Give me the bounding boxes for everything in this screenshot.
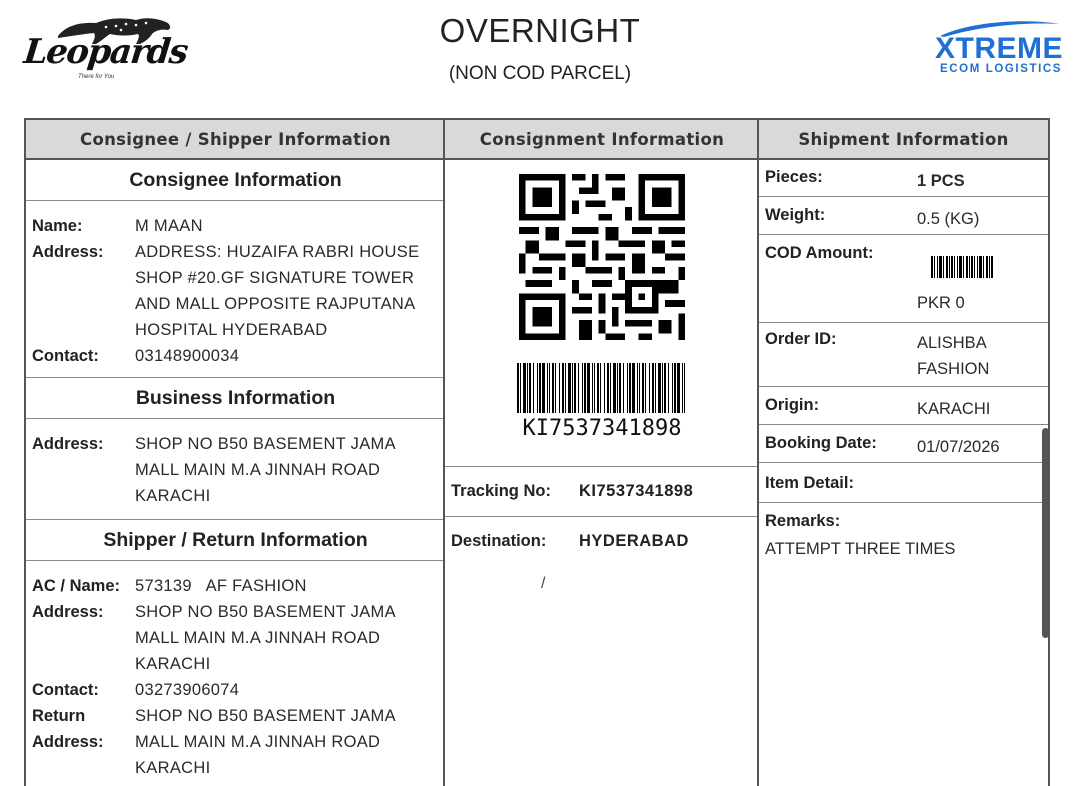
- return-address-label: Return Address:: [32, 707, 104, 751]
- booking-value: 01/07/2026: [917, 438, 1000, 456]
- item-label: Item Detail:: [765, 474, 854, 492]
- pieces-value: 1 PCS: [917, 172, 965, 190]
- business-address: SHOP NO B50 BASEMENT JAMA MALL MAIN M.A JINNAH ROAD KARACHI: [135, 435, 396, 505]
- origin-value: KARACHI: [917, 400, 991, 418]
- shipper-heading: Shipper / Return Information: [103, 528, 368, 551]
- xtreme-wordmark: XTREME: [935, 32, 1064, 65]
- tracking-label: Tracking No:: [451, 482, 551, 500]
- shipper-contact: 03273906074: [135, 681, 240, 699]
- leopards-wordmark: Leopards: [21, 32, 189, 72]
- name-label: Name:: [32, 217, 83, 235]
- xtreme-logo: [930, 18, 1080, 88]
- cod-barcode: [931, 256, 993, 278]
- column-header-consignment: Consignment Information: [445, 118, 759, 160]
- xtreme-subtitle: ECOM LOGISTICS: [940, 63, 1063, 75]
- tracking-number: KI7537341898: [579, 482, 694, 500]
- consignee-contact: 03148900034: [135, 347, 240, 365]
- contact-label: Contact:: [32, 347, 99, 365]
- order-value: ALISHBA FASHION: [917, 334, 990, 378]
- cod-label: COD Amount:: [765, 244, 874, 262]
- remarks-label: Remarks:: [765, 512, 841, 530]
- consignee-name: M MAAN: [135, 217, 203, 235]
- ac-name-value: 573139 AF FASHION: [135, 577, 307, 595]
- order-label: Order ID:: [765, 330, 837, 348]
- remarks-value: ATTEMPT THREE TIMES: [765, 540, 956, 558]
- destination-value: HYDERABAD: [579, 532, 689, 550]
- destination-label: Destination:: [451, 532, 547, 550]
- weight-value: 0.5 (KG): [917, 210, 980, 228]
- tracking-row: [451, 482, 693, 501]
- service-subtitle: (NON COD PARCEL): [448, 63, 632, 84]
- qr-code: [519, 174, 685, 340]
- consignee-heading: Consignee Information: [129, 168, 342, 191]
- shipper-address-label: Address:: [32, 603, 104, 621]
- consignee-shipper-column: [24, 118, 445, 786]
- leopards-tagline: There for You: [78, 74, 115, 80]
- barcode-number: KI7537341898: [522, 416, 682, 441]
- shipment-column: [757, 118, 1050, 786]
- cod-value: PKR 0: [917, 294, 965, 312]
- shipper-contact-label: Contact:: [32, 681, 99, 699]
- slash-mark: /: [541, 575, 546, 592]
- service-title: OVERNIGHT: [439, 12, 641, 49]
- return-address: SHOP NO B50 BASEMENT JAMA MALL MAIN M.A JINNAH ROAD KARACHI: [135, 707, 396, 777]
- consignment-column: [443, 118, 759, 786]
- business-info: [26, 419, 445, 519]
- weight-label: Weight:: [765, 206, 826, 224]
- label-header: [0, 0, 1080, 118]
- shipper-address: SHOP NO B50 BASEMENT JAMA MALL MAIN M.A JINNAH ROAD KARACHI: [135, 603, 396, 673]
- pieces-label: Pieces:: [765, 168, 823, 186]
- column-header-shipment: Shipment Information: [759, 118, 1048, 160]
- ac-name-label: AC / Name:: [32, 577, 121, 595]
- business-address-label: Address:: [32, 435, 104, 453]
- column-header-consignee-shipper: Consignee / Shipper Information: [26, 118, 445, 160]
- shipper-info: [26, 561, 445, 781]
- consignee-address: ADDRESS: HUZAIFA RABRI HOUSE SHOP #20.GF SIGNATURE TOWER AND MALL OPPOSITE RAJPUTANA HOSPITAL HYDERABAD: [135, 243, 420, 339]
- vertical-scrollbar[interactable]: [1042, 428, 1049, 638]
- booking-label: Booking Date:: [765, 434, 877, 452]
- address-label: Address:: [32, 243, 104, 261]
- business-heading: Business Information: [135, 386, 336, 409]
- consignee-info: [26, 201, 445, 377]
- origin-label: Origin:: [765, 396, 820, 414]
- label-grid: [24, 118, 1048, 786]
- barcode: [517, 363, 687, 413]
- destination-row: [451, 532, 689, 551]
